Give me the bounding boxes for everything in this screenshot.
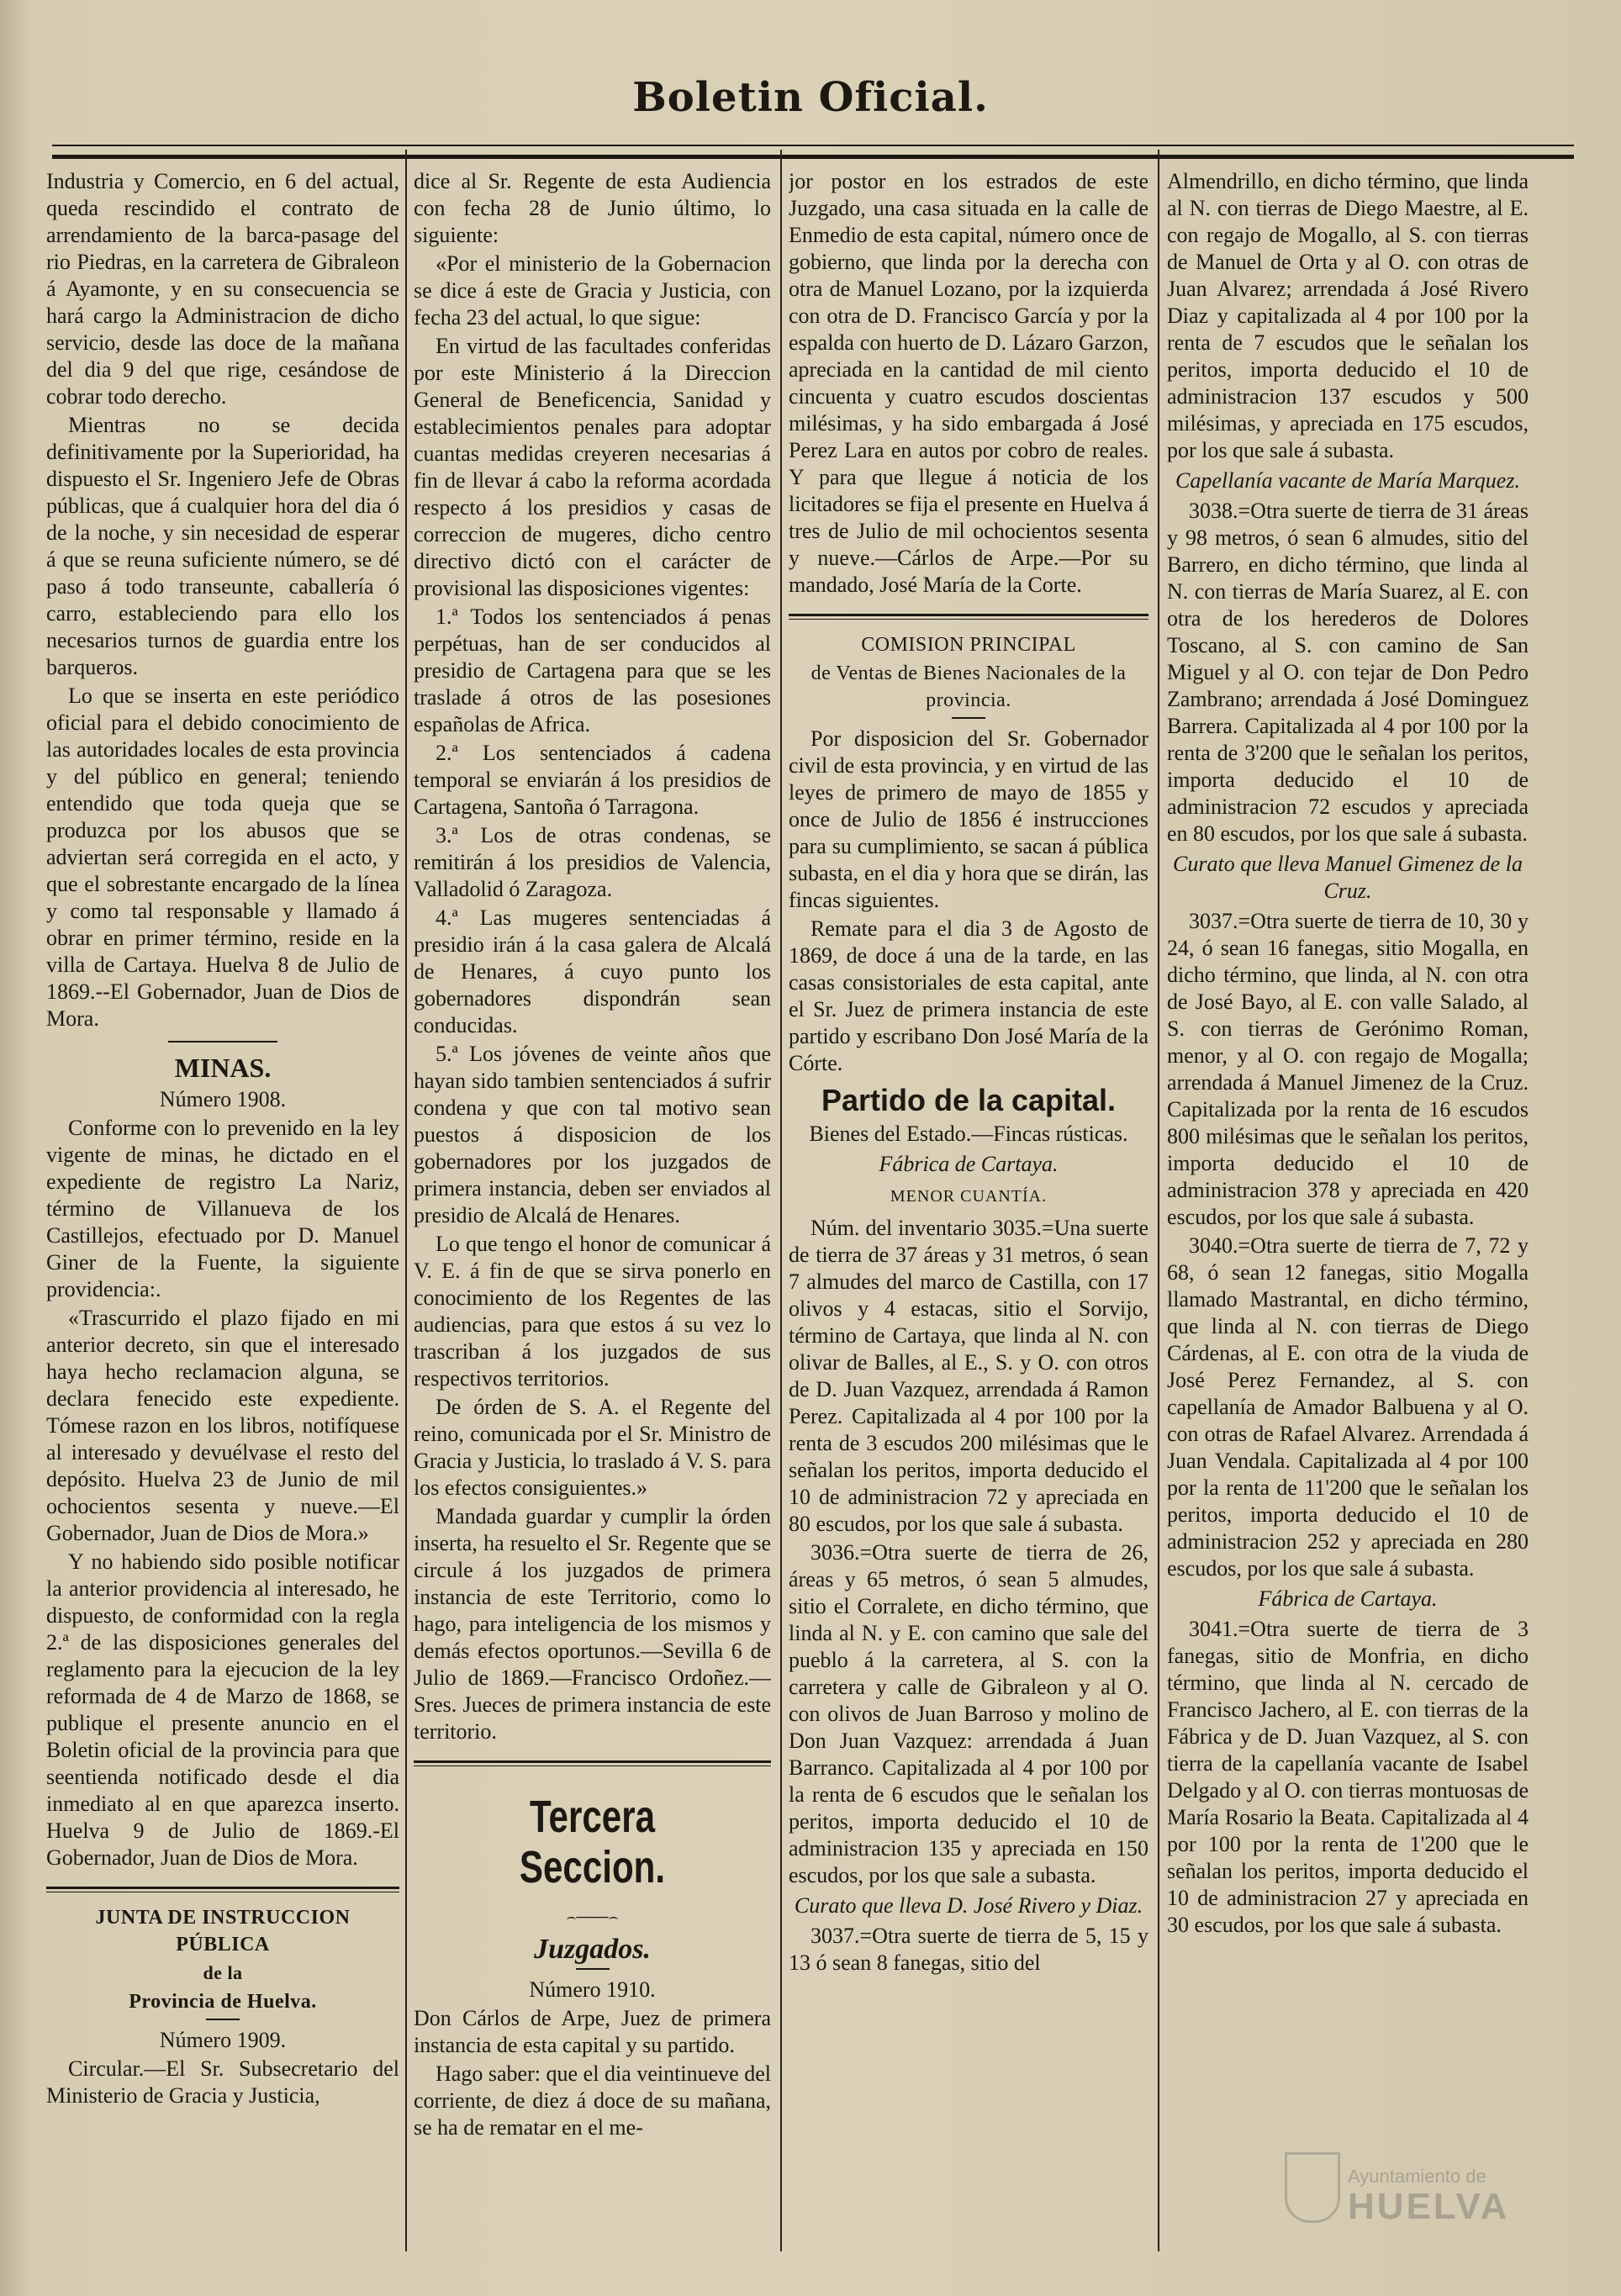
paragraph: 4.ª Las mugeres sentenciadas á presidio irán á la casa galera de Alcalá de Henares, á cuyo punto los gobernadores dispondrán sean conducidas. bbox=[414, 905, 771, 1037]
paragraph: 3040.=Otra suerte de tierra de 7, 72 y 68, ó sean 12 fanegas, sitio Mogalla llamado Mastrantal, en dicho término, que linda al N. con tierras de Diego Cárdenas, al E. con otra de la viuda de José Perez Fernandez, al S. con capellanía de Amador Balbuena y al O. con otras de Rafael Alvarez. Arrendada á Juan Vendala. Capitalizada al 4 por 100 por la renta de 11'200 que le señalan los peritos, importa deducido el 10 de administracion 252 y apreciada en 280 escudos, por los que sale á subasta. bbox=[1167, 1233, 1529, 1581]
comision-heading-sub: de Ventas de Bienes Nacionales de la provincia. bbox=[810, 662, 1127, 711]
subheading-italic: Curato que lleva D. José Rivero y Diaz. bbox=[794, 1893, 1143, 1918]
paragraph: Circular.—El Sr. Subsecretario del Ministerio de Gracia y Justicia, bbox=[46, 2056, 399, 2108]
notice-number: Número 1910. bbox=[529, 1977, 656, 2002]
watermark-line2: HUELVA bbox=[1348, 2186, 1510, 2227]
subheading-italic: Fábrica de Cartaya. bbox=[1258, 1586, 1438, 1611]
section-heading-tercera: Tercera Seccion. bbox=[519, 1792, 666, 1892]
paragraph: Don Cárlos de Arpe, Juez de primera instancia de esta capital y su partido. bbox=[414, 2006, 771, 2057]
column-divider bbox=[1158, 150, 1159, 2251]
watermark-line1: Ayuntamiento de bbox=[1348, 2166, 1486, 2187]
subheading: Bienes del Estado.—Fincas rústicas. bbox=[809, 1122, 1128, 1146]
column-1 bbox=[46, 168, 399, 2270]
notice-number: Número 1909. bbox=[159, 2028, 287, 2052]
paragraph: Almendrillo, en dicho término, que linda al N. con tierras de Diego Maestre, al E. con regajo de Mogallo, al S. con tierras de Manuel de Orta y al O. con otras de Juan Alvarez; arrendada á José Rivero Diaz y capitalizada al 4 por 100 por la renta de 7 escudos que le señalan los peritos, importa deducido el 10 de administracion 137 escudos y 500 milésimas, y apreciada en 175 escudos, por los que sale á subasta. bbox=[1167, 169, 1529, 462]
paragraph: Y no habiendo sido posible notificar la anterior providencia al interesado, he dispuesto, de conformidad con la regla 2.ª de las disposiciones generales del reglamento para la ejecucion de la ley reformada de 4 de Marzo de 1868, se publique el presente anuncio en el Boletin oficial de la provincia para que seentienda notificado desde el dia inmediato al en que aparezca inserto. Huelva 9 de Julio de 1869.-El Gobernador, Juan de Dios de Mora. bbox=[46, 1549, 399, 1870]
paragraph: 3041.=Otra suerte de tierra de 3 fanegas, sitio de Monfria, en dicho término, que linda al N. cercado de Francisco Jachero, al E. con tierras de la Fábrica y de D. Juan Vazquez, al S. con tierra de la capellanía vacante de Isabel Delgado y al O. con tierras montuosas de María Rosario la Beata. Capitalizada al 4 por 100 por la renta de 1'200 que le señalan los peritos, importa deducido el 10 de administracion 27 y apreciada en 30 escudos, por los que sale á subasta. bbox=[1167, 1617, 1529, 1937]
column-2 bbox=[414, 168, 771, 2270]
column-3 bbox=[789, 168, 1148, 2270]
paragraph: Lo que se inserta en este periódico oficial para el debido conocimiento de las autoridades locales de esta provincia y del público en general; teniendo entendido que toda queja que se produzca por los abusos que se adviertan será corregida en el acto, y que el sobrestante encargado de la línea y como tal responsable y llamado á obrar en primer término, reside en la villa de Cartaya. Huelva 8 de Julio de 1869.--El Gobernador, Juan de Dios de Mora. bbox=[46, 684, 399, 1031]
paragraph: 1.ª Todos los sentenciados á penas perpétuas, han de ser conducidos al presidio de Cartagena para que se les traslade á otros de las posesiones españolas de Africa. bbox=[414, 604, 771, 736]
section-rule bbox=[414, 1760, 771, 1766]
paragraph: 3038.=Otra suerte de tierra de 31 áreas y 98 metros, ó sean 6 almudes, sitio del Barrero, en dicho término, que linda al N. con tierras de María Suarez, al E. con otra de los herederos de Dolores Toscano, al S. con camino de San Miguel y al O. con tejar de Don Pedro Zambrano; arrendada á José Dominguez Barrera. Capitalizada al 4 por 100 por la renta de 3'200 que le señalan los peritos, importa deducido el 10 de administracion 72 escudos y apreciada en 80 escudos, por los que sale á subasta. bbox=[1167, 499, 1529, 846]
section-rule bbox=[789, 614, 1148, 620]
paragraph: 3037.=Otra suerte de tierra de 5, 15 y 13 ó sean 8 fanegas, sitio del bbox=[789, 1924, 1148, 1975]
paragraph: 3.ª Los de otras condenas, se remitirán á los presidios de Valencia, Valladolid ó Zaragoza. bbox=[414, 823, 771, 901]
junta-heading-sub: de la bbox=[203, 1962, 243, 1983]
column-4 bbox=[1167, 168, 1529, 2270]
paragraph: Mientras no se decida definitivamente por la Superioridad, ha dispuesto el Sr. Ingeniero Jefe de Obras públicas, que á cualquier hora del dia ó de la noche, y sin necesidad de esperar á que se reuna suficiente número, se dé paso á todo transeunte, caballería ó carro, estableciendo para ello los necesarios turnos de guardia entre los barqueros. bbox=[46, 413, 399, 679]
paragraph: 3037.=Otra suerte de tierra de 10, 30 y 24, ó sean 16 fanegas, sitio Mogalla, en dicho término, que linda, al N. con otra de José Bayo, al E. con valle Salado, al S. con tierras de Gerónimo Roman, menor, y al O. con regajo de Mogalla; arrendada á Manuel Jimenez de la Cruz. Capitalizada por la renta de 16 escudos 800 milésimas que le señalan los peritos, importa deducido el 10 de administracion 378 y apreciada en 420 escudos, por los que sale á subasta. bbox=[1167, 909, 1529, 1229]
masthead-rule bbox=[52, 145, 1574, 159]
paragraph: dice al Sr. Regente de esta Audiencia con fecha 28 de Junio último, lo siguiente: bbox=[414, 169, 771, 247]
comision-heading: COMISION PRINCIPAL bbox=[861, 634, 1076, 656]
paragraph: Industria y Comercio, en 6 del actual, queda rescindido el contrato de arrendamiento de la barca-pasage del rio Piedras, en la carretera de Gibraleon á Ayamonte, y en su consecuencia se hará cargo la Administracion de dicho servicio, desde las doce de la mañana del dia 9 del que rige, cesándose de cobrar todo derecho. bbox=[46, 169, 399, 409]
subsection-heading-juzgados: Juzgados. bbox=[534, 1934, 651, 1965]
shield-icon bbox=[1285, 2152, 1340, 2223]
junta-heading-province: Provincia de Huelva. bbox=[129, 1991, 317, 2013]
junta-heading: JUNTA DE INSTRUCCION PÚBLICA bbox=[95, 1907, 351, 1956]
paragraph: Núm. del inventario 3035.=Una suerte de tierra de 37 áreas y 31 metros, ó sean 7 almudes del marco de Castilla, con 17 olivos y 4 estacas, sitio el Sorvijo, término de Cartaya, que linda al N. con olivar de Balles, al E., S. y O. con otros de D. Juan Vazquez, arrendada á Ramon Perez. Capitalizada al 4 por 100 por la renta de 3 escudos 200 milésimas que le señalan los peritos, importa deducido el 10 de administracion 72 y apreciada en 80 escudos, por los que sale á subasta. bbox=[789, 1216, 1148, 1536]
column-divider bbox=[405, 150, 407, 2251]
subheading-smallcaps: MENOR CUANTÍA. bbox=[890, 1187, 1048, 1206]
paragraph: Hago saber: que el dia veintinueve del corriente, de diez á doce de su mañana, se ha de rematar en el me- bbox=[414, 2061, 771, 2140]
notice-number: Número 1908. bbox=[159, 1087, 287, 1111]
paragraph: jor postor en los estrados de este Juzgado, una casa situada en la calle de Enmedio de esta capital, número once de gobierno, que linda por la derecha con otra de Manuel Lozano, por la izquierda con otra de D. Francisco García y por la espalda con huerto de D. Lázaro Garzon, apreciada en la cantidad de mil ciento cincuenta y cuatro escudos doscientas milésimas, y ha sido embargada á José Perez Lara en autos por cobro de reales. Y para que llegue á noticia de los licitadores se fija el presente en Huelva á tres de Julio de mil ochocientos sesenta y nueve.—Cárlos de Arpe.—Por su mandado, José María de la Corte. bbox=[789, 169, 1148, 597]
divider bbox=[952, 717, 985, 719]
section-heading-minas: MINAS. bbox=[174, 1053, 272, 1083]
divider bbox=[576, 1968, 610, 1970]
paragraph: «Trascurrido el plazo fijado en mi anterior decreto, sin que el interesado haya hecho reclamacion alguna, se declara fenecido este expediente. Tómese razon en los libros, notifíquese al interesado y devuélvase el resto del depósito. Huelva 23 de Junio de mil ochocientos sesenta y nueve.—El Gobernador, Juan de Dios de Mora.» bbox=[46, 1306, 399, 1545]
paragraph: De órden de S. A. el Regente del reino, comunicada por el Sr. Ministro de Gracia y Justicia, lo traslado á V. S. para los efectos consiguientes.» bbox=[414, 1395, 771, 1500]
column-divider bbox=[780, 150, 782, 2251]
paragraph: 3036.=Otra suerte de tierra de 26, áreas y 65 metros, ó sean 5 almudes, sitio el Corralete, en dicho término, que linda al N. y E. con camino que sale del pueblo á la carretera, al S. con la carretera y calle de Gibraleon y al O. con olivos de Juan Barroso y molino de Don Juan Vazquez: arrendada á Juan Barranco. Capitalizada al 4 por 100 por la renta de 6 escudos que le señalan los peritos, importa deducido el 10 de administracion 135 y apreciada en 150 escudos, por los que sale a subasta. bbox=[789, 1540, 1148, 1887]
paragraph: Conforme con lo prevenido en la ley vigente de minas, he dictado en el expediente de registro La Nariz, término de Villanueva de los Castillejos, efectuado por D. Manuel Giner de la Fuente, la siguiente providencia:. bbox=[46, 1116, 399, 1301]
section-rule bbox=[46, 1887, 399, 1892]
divider bbox=[206, 2019, 240, 2020]
paragraph: En virtud de las facultades conferidas por este Ministerio á la Direccion General de Beneficencia, Sanidad y establecimientos penales para adoptar cuantas medidas creyeren necesarias á fin de llevar á cabo la reforma acordada respecto á los presidios y casas de correccion de mugeres, dicho centro directivo dictó con el carácter de provisional las disposiciones vigentes: bbox=[414, 334, 771, 600]
section-rule bbox=[168, 1041, 277, 1042]
paragraph: Mandada guardar y cumplir la órden inserta, ha resuelto el Sr. Regente que se circule á los juzgados de primera instancia de este Territorio, como lo hago, para inteligencia de los mismos y demás efectos oportunos.—Sevilla 6 de Julio de 1869.—Francisco Ordoñez.—Sres. Jueces de primera instancia de este territorio. bbox=[414, 1504, 771, 1744]
paragraph: 2.ª Los sentenciados á cadena temporal se enviarán á los presidios de Cartagena, Santoña ó Tarragona. bbox=[414, 741, 771, 819]
paragraph: Por disposicion del Sr. Gobernador civil de esta provincia, y en virtud de las leyes de primero de mayo de 1855 y once de Julio de 1856 é instrucciones para su cumplimiento, se sacan á pública subasta, en el dia y hora que se dirán, las fincas siguientes. bbox=[789, 726, 1148, 912]
paragraph: «Por el ministerio de la Gobernacion se dice á este de Gracia y Justicia, con fecha 23 del actual, lo que sigue: bbox=[414, 251, 771, 330]
subheading-italic: Capellanía vacante de María Marquez. bbox=[1175, 468, 1520, 493]
ornament-divider: ⌢───⌢ bbox=[566, 1908, 619, 1925]
section-heading-partido: Partido de la capital. bbox=[821, 1083, 1117, 1117]
subheading-italic: Curato que lleva Manuel Gimenez de la Cruz. bbox=[1173, 852, 1523, 903]
paragraph: Lo que tengo el honor de comunicar á V. E. á fin de que se sirva ponerlo en conocimiento de los Regentes de las audiencias, para que estos á su vez lo trascriban á los juzgados de sus respectivos territorios. bbox=[414, 1232, 771, 1391]
subheading-italic: Fábrica de Cartaya. bbox=[879, 1152, 1059, 1176]
paragraph: 5.ª Los jóvenes de veinte años que hayan sido tambien sentenciados á sufrir condena y que con tal motivo sean puestos á disposicion de los gobernadores por los juzgados de primera instancia, deben ser enviados al presidio de Alcalá de Henares. bbox=[414, 1042, 771, 1227]
paragraph: Remate para el dia 3 de Agosto de 1869, de doce á una de la tarde, en las casas consistoriales de esta capital, ante el Sr. Juez de primera instancia de este partido y escribano Don José María de la Córte. bbox=[789, 916, 1148, 1075]
masthead-title: Boletin Oficial. bbox=[632, 74, 989, 121]
watermark-seal bbox=[1285, 2144, 1583, 2262]
